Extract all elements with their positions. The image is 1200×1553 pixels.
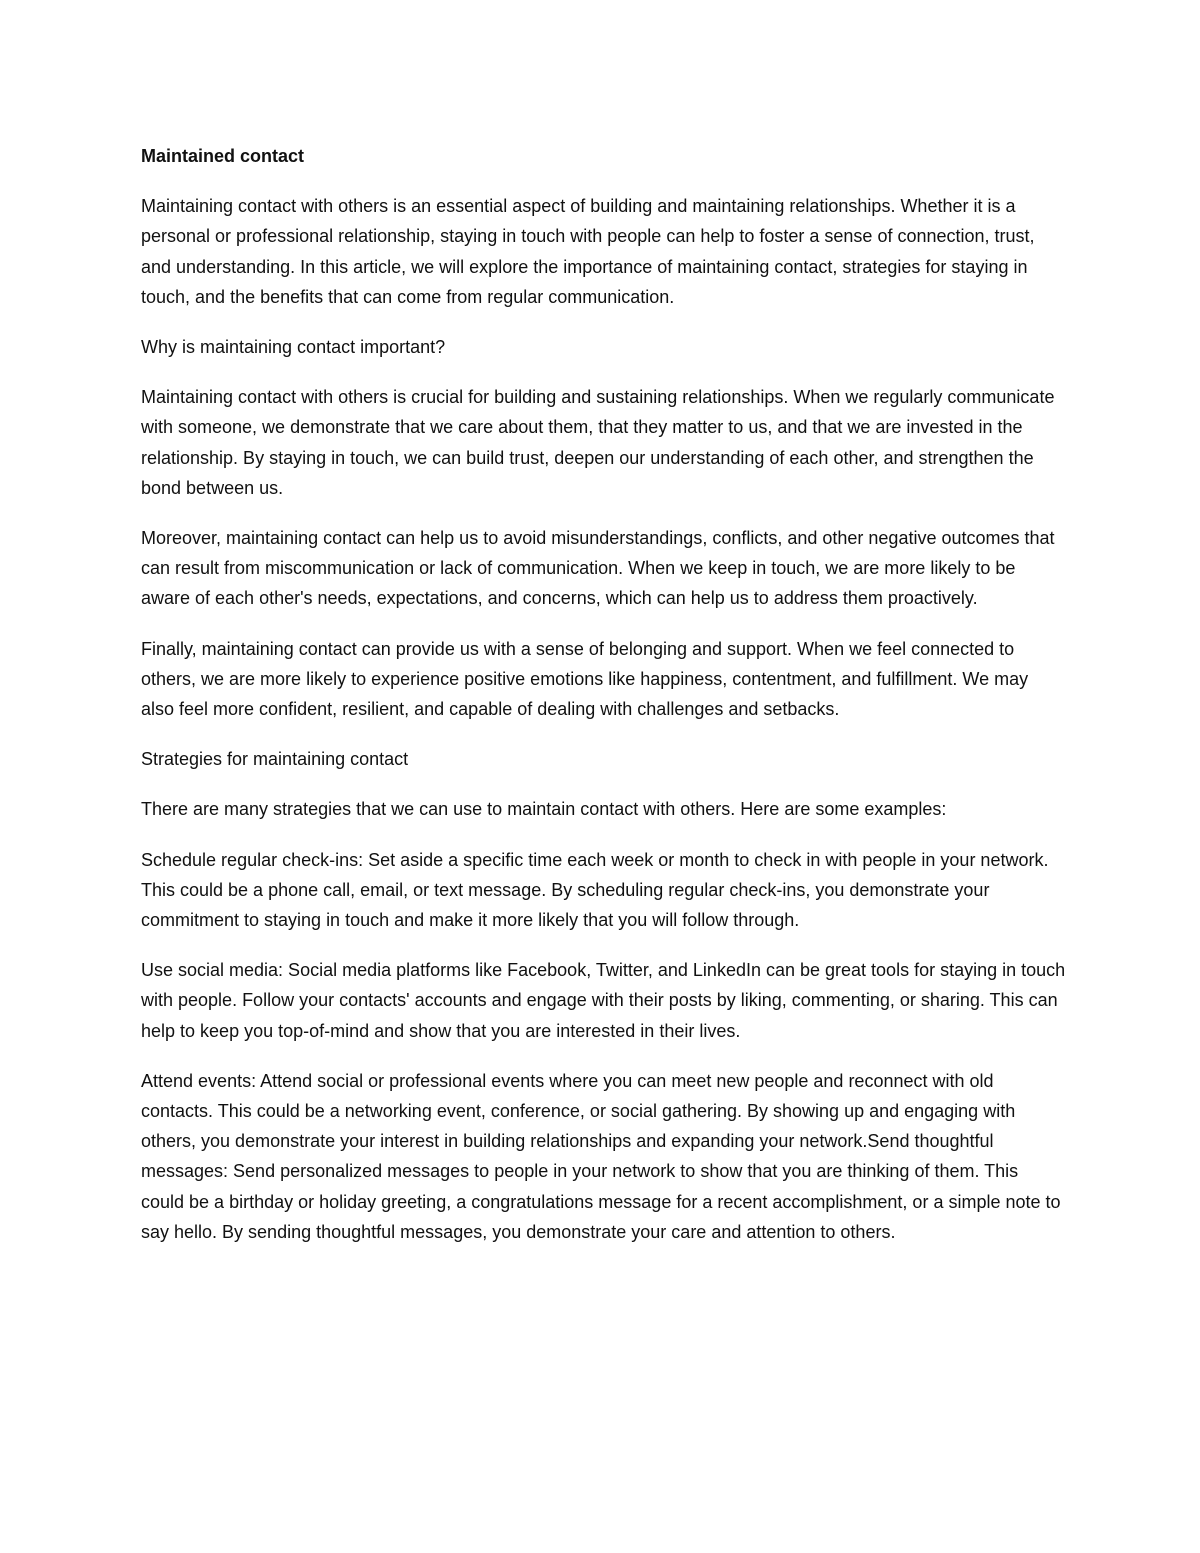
section-heading-strategies: Strategies for maintaining contact bbox=[141, 749, 409, 770]
paragraph-strategy-events-messages: Attend events: Attend social or professional events where you can meet new people and reconnect with old contacts. This could be a networking event, conference, or social gathering. By showing up and engaging with others, you demonstrate your interest in building relationships and expanding your network.Send thoughtful messages: Send personalized messages to people in your network to show that you are thinking of them. This could be a birthday or holiday greeting, a congratulations message for a recent accomplishment, or a simple note to say hello. By sending thoughtful messages, you demonstrate your care and attention to others. bbox=[141, 1070, 1061, 1242]
paragraph-importance-3: Finally, maintaining contact can provide us with a sense of belonging and support. When we feel connected to others, we are more likely to experience positive emotions like happiness, contentment, and fulfillment. We may also feel more confident, resilient, and capable of dealing with challenges and setbacks. bbox=[141, 638, 1029, 720]
paragraph-strategies-intro: There are many strategies that we can use to maintain contact with others. Here are some examples: bbox=[141, 799, 947, 820]
paragraph-strategy-social-media: Use social media: Social media platforms like Facebook, Twitter, and LinkedIn can be great tools for staying in touch with people. Follow your contacts' accounts and engage with their posts by liking, commenting, or sharing. This can help to keep you top-of-mind and show that you are interested in their lives. bbox=[141, 960, 1066, 1041]
paragraph-importance-1: Maintaining contact with others is crucial for building and sustaining relationships. When we regularly communicate with someone, we demonstrate that we care about them, that they matter to us, and that we are invested in the relationship. By staying in touch, we can build trust, deepen our understanding of each other, and strengthen the bond between us. bbox=[141, 387, 1055, 498]
paragraph-importance-2: Moreover, maintaining contact can help us to avoid misunderstandings, conflicts, and other negative outcomes that can result from miscommunication or lack of communication. When we keep in touch, we are more likely to be aware of each other's needs, expectations, and concerns, which can help us to address them proactively. bbox=[141, 528, 1055, 609]
document-body bbox=[141, 141, 1066, 1267]
intro-paragraph: Maintaining contact with others is an essential aspect of building and maintaining relationships. Whether it is a personal or professional relationship, staying in touch with people can help to foster a sense of connection, trust, and understanding. In this article, we will explore the importance of maintaining contact, strategies for staying in touch, and the benefits that can come from regular communication. bbox=[141, 196, 1035, 307]
paragraph-strategy-checkins: Schedule regular check-ins: Set aside a specific time each week or month to check in with people in your network. This could be a phone call, email, or text message. By scheduling regular check-ins, you demonstrate your commitment to staying in touch and make it more likely that you will follow through. bbox=[141, 849, 1049, 931]
section-heading-importance: Why is maintaining contact important? bbox=[141, 337, 446, 358]
document-title: Maintained contact bbox=[141, 146, 305, 166]
